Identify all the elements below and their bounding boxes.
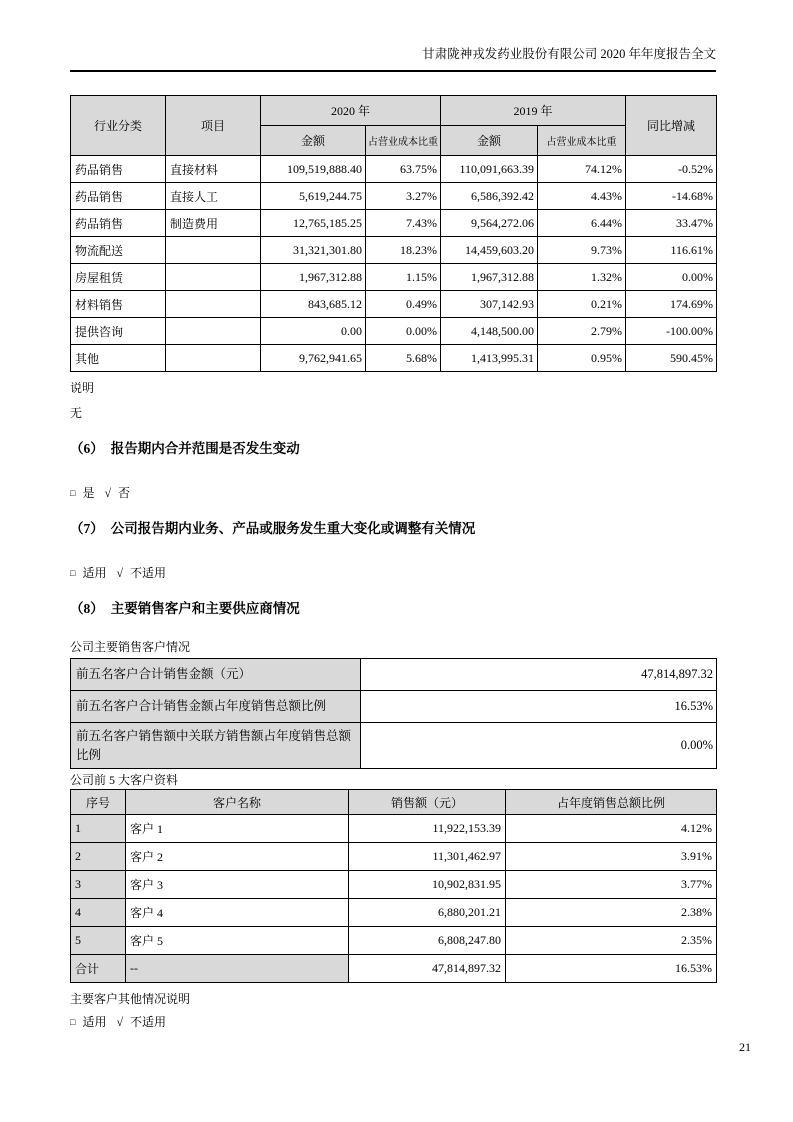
table-row [71,210,717,237]
table-cell: 0.21% [538,291,626,318]
table-row [71,871,717,899]
col-header-2020: 2020 年 [261,96,441,126]
col-header-customer-name: 客户名称 [126,790,349,815]
page-number: 21 [739,1040,751,1054]
table-cell: 18.23% [366,237,441,264]
table-cell: 6.44% [538,210,626,237]
table-cell: 109,519,888.40 [261,156,366,183]
col-header-index: 序号 [71,790,126,815]
option-no-label: 否 [118,486,131,500]
checkbox-unchecked-icon: □ [70,568,76,578]
table-cell: 63.75% [366,156,441,183]
col-header-industry: 行业分类 [71,96,166,156]
other-customer-option-line [70,1014,716,1031]
customer-summary-label: 公司主要销售客户情况 [70,640,191,654]
table-row [71,318,717,345]
checkmark-icon: √ [104,486,112,500]
table-cell: 5.68% [366,345,441,372]
table-row [71,815,717,843]
table-row [71,790,717,815]
checkbox-unchecked-icon: □ [70,1017,76,1027]
table-cell [166,264,261,291]
table-cell: 116.61% [626,237,717,264]
table-cell: 药品销售 [71,183,166,210]
checkmark-icon: √ [116,566,124,580]
table-row [71,659,717,691]
document-header-title: 甘肃陇神戎发药业股份有限公司 2020 年年度报告全文 [70,46,716,72]
table-cell [166,237,261,264]
section-6-heading [70,439,716,459]
table-cell: 客户 5 [126,927,349,955]
table-cell: 2.35% [506,927,717,955]
section-6-title: 报告期内合并范围是否发生变动 [110,441,300,456]
section-8-heading [70,599,716,619]
table-cell: 9.73% [538,237,626,264]
table-cell: 31,321,301.80 [261,237,366,264]
table-cell: -- [126,955,349,983]
col-header-ratio-2019: 占营业成本比重 [538,126,626,156]
table-cell: 药品销售 [71,156,166,183]
table-cell: -100.00% [626,318,717,345]
table-cell [166,291,261,318]
table-cell: 74.12% [538,156,626,183]
table-row [71,955,717,983]
table-cell: 3.27% [366,183,441,210]
table-cell: 3 [71,871,126,899]
table-cell: 12,765,185.25 [261,210,366,237]
summary-row-label: 前五名客户合计销售金额（元） [71,659,361,691]
table-cell: 0.00% [366,318,441,345]
table-cell: -0.52% [626,156,717,183]
table-cell: -14.68% [626,183,717,210]
top5-table-header [71,790,717,815]
section-7-title: 公司报告期内业务、产品或服务发生重大变化或调整有关情况 [110,521,476,536]
table-cell: 11,922,153.39 [349,815,506,843]
col-header-ratio-2020: 占营业成本比重 [366,126,441,156]
col-header-amount-2019: 金额 [441,126,538,156]
table-cell: 5,619,244.75 [261,183,366,210]
col-header-2019: 2019 年 [441,96,626,126]
table-cell: 4.12% [506,815,717,843]
table-cell: 1.32% [538,264,626,291]
col-header-sales-ratio: 占年度销售总额比例 [506,790,717,815]
table-cell: 4 [71,899,126,927]
top5-customers-table [70,789,717,983]
table-cell: 房屋租赁 [71,264,166,291]
table-cell: 843,685.12 [261,291,366,318]
table-cell: 590.45% [626,345,717,372]
table-cell: 合计 [71,955,126,983]
table-cell: 1.15% [366,264,441,291]
table-cell: 3.77% [506,871,717,899]
table-row [71,183,717,210]
customer-summary-table [70,658,717,769]
table-cell: 6,880,201.21 [349,899,506,927]
section-6-number: （6） [70,441,104,456]
table-row [71,156,717,183]
cost-breakdown-table [70,95,717,372]
table-cell: 2.38% [506,899,717,927]
table-cell: 10,902,831.95 [349,871,506,899]
table-cell: 客户 3 [126,871,349,899]
table-cell: 9,564,272.06 [441,210,538,237]
table-cell: 直接材料 [166,156,261,183]
summary-row-value: 16.53% [361,691,717,723]
option-not-applicable-label: 不适用 [130,566,167,580]
section-7-number: （7） [70,521,104,536]
table-cell: 客户 1 [126,815,349,843]
table-cell: 提供咨询 [71,318,166,345]
table-row [71,96,717,126]
checkbox-unchecked-icon: □ [70,488,76,498]
section-7-option-line [70,565,716,582]
table-cell: 0.00 [261,318,366,345]
table-row [71,927,717,955]
table-cell: 4.43% [538,183,626,210]
summary-row-value: 47,814,897.32 [361,659,717,691]
note-label: 说明 [70,381,95,395]
option-yes-label: 是 [82,486,95,500]
table-cell: 174.69% [626,291,717,318]
table-cell: 4,148,500.00 [441,318,538,345]
table-row [71,723,717,769]
table-cell: 6,808,247.80 [349,927,506,955]
section-8-number: （8） [70,601,104,616]
section-8-title: 主要销售客户和主要供应商情况 [110,601,300,616]
table-row [71,291,717,318]
table-cell: 客户 2 [126,843,349,871]
summary-row-label: 前五名客户销售额中关联方销售额占年度销售总额比例 [71,723,361,769]
table-cell: 其他 [71,345,166,372]
top5-table-body [71,815,717,983]
option-applicable-label: 适用 [82,1015,107,1029]
option-not-applicable-label: 不适用 [130,1015,167,1029]
table-cell: 1,967,312.88 [441,264,538,291]
table-cell: 5 [71,927,126,955]
table-cell: 16.53% [506,955,717,983]
table-row [71,264,717,291]
table-cell: 物流配送 [71,237,166,264]
top5-customers-label: 公司前 5 大客户资料 [70,773,179,787]
checkmark-icon: √ [116,1015,124,1029]
table-cell: 直接人工 [166,183,261,210]
table-cell: 307,142.93 [441,291,538,318]
note-value: 无 [70,406,83,420]
table-cell: 2 [71,843,126,871]
table-cell: 1 [71,815,126,843]
table-cell: 0.00% [626,264,717,291]
summary-row-value: 0.00% [361,723,717,769]
table-cell: 7.43% [366,210,441,237]
section-6-option-line [70,485,716,502]
table-row [71,345,717,372]
table-cell: 客户 4 [126,899,349,927]
table-cell: 3.91% [506,843,717,871]
table-cell: 9,762,941.65 [261,345,366,372]
table-row [71,237,717,264]
option-applicable-label: 适用 [82,566,107,580]
table-cell: 0.95% [538,345,626,372]
col-header-amount-2020: 金额 [261,126,366,156]
table-cell: 14,459,603.20 [441,237,538,264]
table-cell: 110,091,663.39 [441,156,538,183]
table-cell [166,318,261,345]
col-header-item: 项目 [166,96,261,156]
table-cell: 材料销售 [71,291,166,318]
col-header-sales-amount: 销售额（元） [349,790,506,815]
section-7-heading [70,519,716,539]
table-cell: 2.79% [538,318,626,345]
table-cell: 47,814,897.32 [349,955,506,983]
summary-row-label: 前五名客户合计销售金额占年度销售总额比例 [71,691,361,723]
table-cell: 1,967,312.88 [261,264,366,291]
table-row [71,691,717,723]
table-cell: 0.49% [366,291,441,318]
table-cell: 33.47% [626,210,717,237]
cost-table-header [71,96,717,156]
table-cell [166,345,261,372]
table-cell: 11,301,462.97 [349,843,506,871]
other-customer-info-label: 主要客户其他情况说明 [70,992,191,1006]
table-row [71,899,717,927]
table-cell: 1,413,995.31 [441,345,538,372]
cost-table-body [71,156,717,372]
table-cell: 制造费用 [166,210,261,237]
table-cell: 6,586,392.42 [441,183,538,210]
table-cell: 药品销售 [71,210,166,237]
table-row [71,843,717,871]
col-header-yoy: 同比增减 [626,96,717,156]
